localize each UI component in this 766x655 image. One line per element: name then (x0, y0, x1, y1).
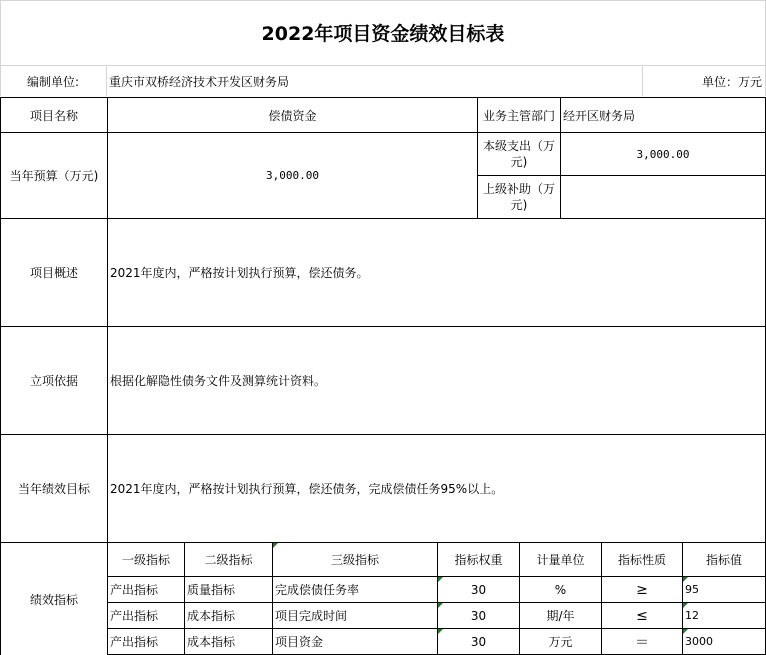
indicator-row1-weight: 30 (470, 582, 487, 597)
comment-marker-icon (683, 629, 688, 634)
project-name-label: 项目名称 (29, 108, 78, 123)
comment-marker-icon (438, 577, 443, 582)
indicator-row1-level1: 产出指标 (110, 583, 159, 597)
indicator-row2-level1: 产出指标 (110, 609, 159, 623)
indicator-row1-nature: ≥ (636, 581, 648, 598)
indicator-header-nature: 指标性质 (617, 553, 666, 567)
unit-label: 编制单位: (26, 74, 80, 89)
indicator-header-level3: 三级指标 (330, 553, 379, 567)
comment-marker-icon (683, 603, 688, 608)
indicator-row1-value: 95 (685, 583, 699, 596)
indicator-row3-level2: 成本指标 (187, 635, 236, 649)
indicator-header-unit: 计量单位 (536, 553, 585, 567)
indicator-row2-level3: 项目完成时间 (275, 609, 348, 623)
budget-value: 3,000.00 (266, 169, 319, 182)
indicator-row3-value: 3000 (685, 635, 713, 648)
indicator-header-level2: 二级指标 (204, 553, 253, 567)
indicator-header-weight: 指标权重 (454, 553, 503, 567)
comment-marker-icon (438, 629, 443, 634)
indicator-row1-level2: 质量指标 (187, 583, 236, 597)
comment-marker-icon (273, 543, 278, 548)
indicator-row3-weight: 30 (470, 634, 487, 649)
basis-text: 根据化解隐性债务文件及测算统计资料。 (110, 374, 327, 388)
indicator-row3-unit: 万元 (548, 635, 573, 649)
basis-label: 立项依据 (29, 374, 78, 388)
currency-label: 单位：万元 (701, 74, 762, 89)
local-expense-value: 3,000.00 (636, 147, 690, 161)
indicator-row2-value: 12 (685, 609, 699, 622)
indicator-row1-unit: % (554, 582, 567, 597)
subsidy-value (561, 176, 765, 218)
indicator-row3-nature: ＝ (635, 634, 649, 651)
page-title: 2022年项目资金绩效目标表 (261, 23, 505, 45)
dept-label: 业务主管部门 (482, 108, 555, 123)
budget-label: 当年预算（万元) (9, 169, 99, 183)
overview-text: 2021年度内，严格按计划执行预算，偿还债务。 (110, 266, 369, 280)
local-expense-label: 本级支出（万元) (482, 139, 555, 169)
overview-label: 项目概述 (29, 266, 78, 280)
unit-value: 重庆市双桥经济技术开发区财务局 (109, 74, 290, 89)
project-name-value: 偿债资金 (268, 108, 317, 123)
indicator-header-level1: 一级指标 (121, 553, 170, 567)
indicator-row3-level3: 项目资金 (275, 635, 324, 649)
indicator-row2-level2: 成本指标 (187, 609, 236, 623)
indicators-label: 绩效指标 (29, 592, 78, 607)
goal-text: 2021年度内，严格按计划执行预算，偿还债务，完成偿债任务95%以上。 (110, 482, 504, 496)
indicator-row2-unit: 期/年 (546, 609, 575, 623)
indicator-row2-weight: 30 (470, 608, 487, 623)
indicator-row1-level3: 完成偿债任务率 (275, 583, 360, 597)
indicator-header-value: 指标值 (705, 553, 742, 567)
comment-marker-icon (683, 577, 688, 582)
indicator-row2-nature: ≤ (636, 607, 648, 624)
subsidy-label: 上级补助（万元) (482, 182, 555, 212)
comment-marker-icon (438, 603, 443, 608)
goal-label: 当年绩效目标 (17, 482, 90, 496)
indicator-row3-level1: 产出指标 (110, 635, 159, 649)
dept-value: 经开区财务局 (563, 108, 636, 123)
